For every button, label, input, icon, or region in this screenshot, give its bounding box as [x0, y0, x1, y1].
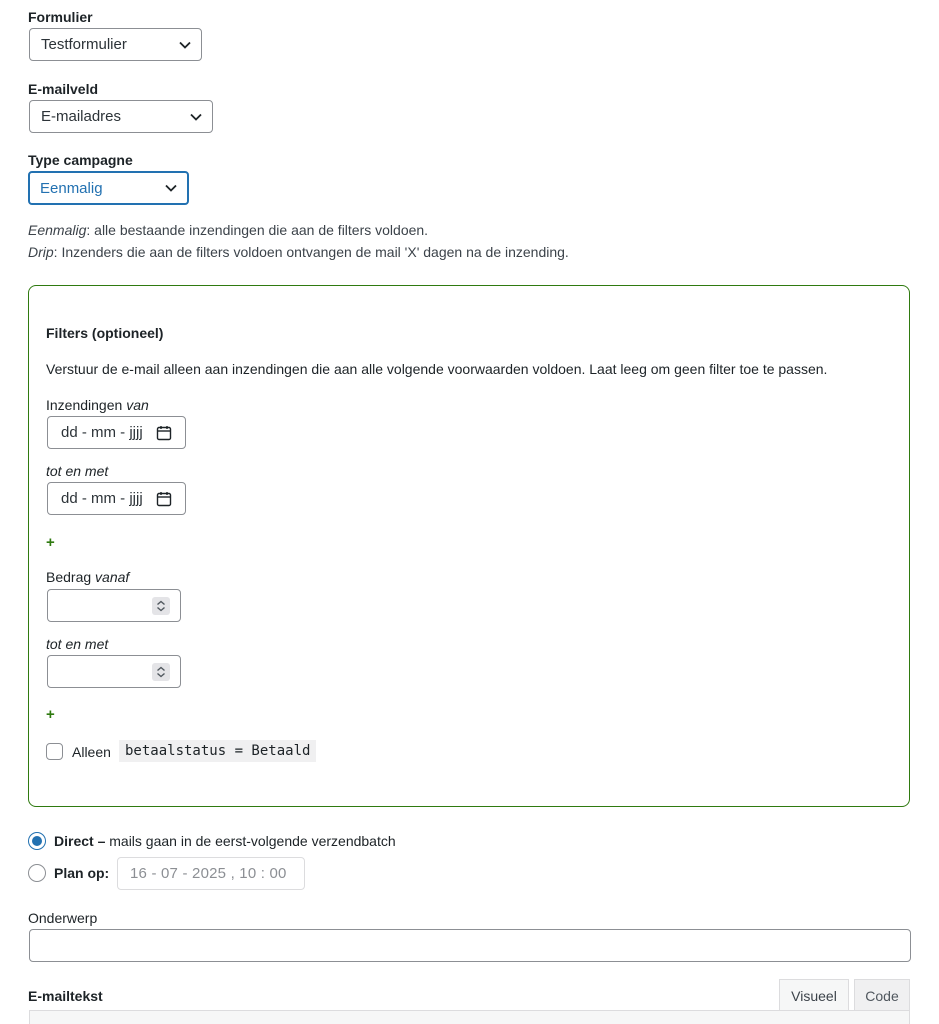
date-placeholder: dd - mm - jjjj [61, 424, 143, 441]
bedrag-tot-input[interactable] [47, 655, 181, 688]
tab-visueel[interactable]: Visueel [779, 979, 849, 1011]
formulier-label: Formulier [28, 9, 93, 25]
number-stepper[interactable] [152, 597, 170, 615]
calendar-icon[interactable] [156, 491, 172, 507]
type-campagne-help [28, 219, 908, 263]
bedrag-vanaf-input[interactable] [47, 589, 181, 622]
date-placeholder: dd - mm - jjjj [61, 490, 143, 507]
emailveld-select[interactable] [29, 100, 213, 133]
help-eenmalig [28, 219, 908, 241]
inzendingen-van-label [46, 397, 149, 413]
direct-label: Direct – [54, 833, 106, 849]
formulier-select[interactable] [29, 28, 202, 61]
emailtekst-label: E-mailtekst [28, 988, 103, 1004]
stepper-arrows-icon [152, 663, 170, 681]
bedrag-label-em: vanaf [95, 569, 130, 585]
plan-op-radio[interactable] [28, 864, 46, 882]
direct-radio[interactable] [28, 832, 46, 850]
chevron-down-icon [179, 41, 191, 49]
plan-op-datetime-value: 16 - 07 - 2025 , 10 : 00 [130, 865, 287, 882]
help-eenmalig-term: Eenmalig [28, 222, 87, 238]
betaalstatus-code: betaalstatus = Betaald [119, 740, 316, 762]
type-campagne-select-value: Eenmalig [40, 179, 103, 197]
help-drip [28, 241, 908, 263]
plan-op-label: Plan op: [54, 865, 110, 881]
help-drip-term: Drip [28, 244, 54, 260]
direct-option-label [54, 833, 396, 849]
inzendingen-tot-date-input[interactable] [47, 482, 186, 515]
number-stepper[interactable] [152, 663, 170, 681]
inzendingen-label-text: Inzendingen [46, 397, 127, 413]
onderwerp-label: Onderwerp [28, 910, 98, 926]
bedrag-label-text: Bedrag [46, 569, 96, 585]
help-drip-text: : Inzenders die aan de filters voldoen ontvangen de mail 'X' dagen na de inzending. [53, 244, 569, 260]
filters-title: Filters (optioneel) [46, 325, 164, 341]
plan-op-datetime-input[interactable] [117, 857, 305, 890]
add-bedrag-filter-button[interactable]: + [46, 706, 55, 723]
alleen-label: Alleen [72, 744, 111, 760]
formulier-select-value: Testformulier [41, 36, 127, 53]
emailveld-label: E-mailveld [28, 81, 99, 97]
bedrag-vanaf-label [46, 569, 129, 585]
tab-code[interactable]: Code [854, 979, 910, 1011]
onderwerp-input[interactable] [29, 929, 911, 962]
add-date-filter-button[interactable]: + [46, 534, 55, 551]
tot-en-met-bedrag-label: tot en met [46, 636, 109, 652]
alleen-betaald-checkbox[interactable] [46, 743, 63, 760]
chevron-down-icon [165, 184, 177, 192]
editor-toolbar [29, 1010, 910, 1024]
inzendingen-label-em: van [126, 397, 149, 413]
type-campagne-select[interactable] [28, 171, 189, 205]
tot-en-met-date-label: tot en met [46, 463, 109, 479]
filters-description: Verstuur de e-mail alleen aan inzendingen die aan alle volgende voorwaarden voldoen. Laat leeg om geen filter toe te passen. [46, 361, 828, 377]
inzendingen-van-date-input[interactable] [47, 416, 186, 449]
help-eenmalig-text: : alle bestaande inzendingen die aan de filters voldoen. [86, 222, 429, 238]
emailveld-select-value: E-mailadres [41, 108, 122, 125]
chevron-down-icon [190, 113, 202, 121]
direct-text: mails gaan in de eerst-volgende verzendbatch [105, 833, 396, 849]
stepper-arrows-icon [152, 597, 170, 615]
type-campagne-label: Type campagne [28, 152, 133, 168]
calendar-icon[interactable] [156, 425, 172, 441]
